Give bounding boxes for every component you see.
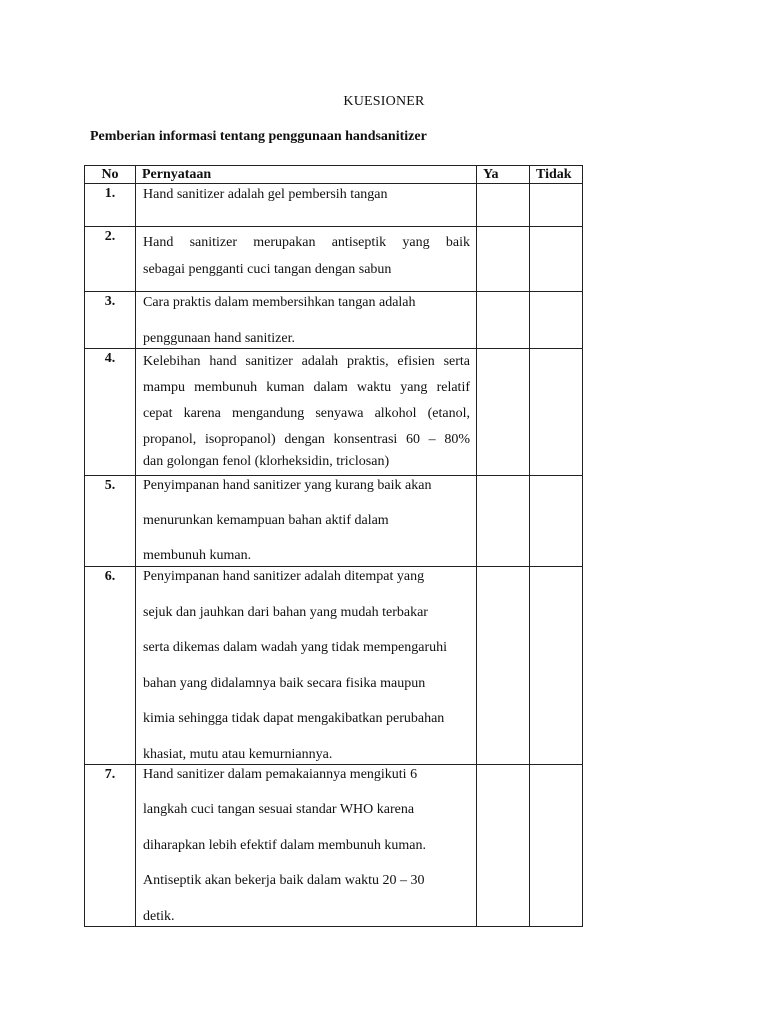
document-subtitle: Pemberian informasi tentang penggunaan handsanitizer xyxy=(90,129,427,144)
statement-line: penggunaan hand sanitizer. xyxy=(143,331,296,346)
table-row xyxy=(85,227,583,292)
statement-line: Hand sanitizer merupakan antiseptik yang baik xyxy=(143,235,470,250)
statement-line: Hand sanitizer dalam pemakaiannya mengikuti 6 xyxy=(143,766,418,782)
statement-line: khasiat, mutu atau kemurniannya. xyxy=(143,746,333,762)
statement-line: sebagai pengganti cuci tangan dengan sabun xyxy=(143,262,392,277)
statement-line: Cara praktis dalam membersihkan tangan adalah xyxy=(143,295,416,310)
header-yes: Ya xyxy=(477,166,530,184)
table-row xyxy=(85,567,583,765)
statement-line: Penyimpanan hand sanitizer adalah ditempat yang xyxy=(143,569,425,584)
row-number: 2. xyxy=(85,227,136,292)
statement-line: mampu membunuh kuman dalam waktu yang relatif xyxy=(143,380,470,395)
header-no-answer: Tidak xyxy=(530,166,583,184)
statement-line: membunuh kuman. xyxy=(143,548,252,563)
row-statement xyxy=(136,764,477,926)
row-number: 3. xyxy=(85,292,136,349)
statement-line: kimia sehingga tidak dapat mengakibatkan perubahan xyxy=(143,711,445,726)
statement-line: diharapkan lebih efektif dalam membunuh kuman. xyxy=(143,837,427,853)
answer-no-cell[interactable] xyxy=(530,184,583,227)
answer-yes-cell[interactable] xyxy=(477,764,530,926)
table-header-row xyxy=(85,166,583,184)
table-row xyxy=(85,184,583,227)
document-title: KUESIONER xyxy=(343,94,425,109)
table-row xyxy=(85,764,583,926)
header-statement: Pernyataan xyxy=(136,166,477,184)
statement-line: Antiseptik akan bekerja baik dalam waktu 20 – 30 xyxy=(143,873,425,888)
answer-no-cell[interactable] xyxy=(530,292,583,349)
answer-yes-cell[interactable] xyxy=(477,349,530,476)
answer-yes-cell[interactable] xyxy=(477,292,530,349)
statement-line: detik. xyxy=(143,908,175,924)
answer-yes-cell[interactable] xyxy=(477,227,530,292)
row-statement xyxy=(136,567,477,765)
table-row xyxy=(85,476,583,567)
answer-no-cell[interactable] xyxy=(530,227,583,292)
row-statement xyxy=(136,292,477,349)
row-number: 5. xyxy=(85,476,136,567)
questionnaire-table xyxy=(84,165,583,927)
answer-yes-cell[interactable] xyxy=(477,184,530,227)
answer-no-cell[interactable] xyxy=(530,764,583,926)
statement-line: bahan yang didalamnya baik secara fisika maupun xyxy=(143,675,426,691)
row-number: 6. xyxy=(85,567,136,765)
answer-yes-cell[interactable] xyxy=(477,567,530,765)
statement-line: dan golongan fenol (klorheksidin, triclosan) xyxy=(143,454,390,469)
table-row xyxy=(85,292,583,349)
row-number: 7. xyxy=(85,764,136,926)
answer-no-cell[interactable] xyxy=(530,567,583,765)
statement-line: Kelebihan hand sanitizer adalah praktis, efisien serta xyxy=(143,354,470,369)
statement-line: serta dikemas dalam wadah yang tidak mempengaruhi xyxy=(143,640,448,655)
row-statement xyxy=(136,476,477,567)
statement-line: propanol, isopropanol) dengan konsentrasi 60 – 80% xyxy=(143,432,470,447)
statement-line: cepat karena mengandung senyawa alkohol (etanol, xyxy=(143,406,470,421)
row-number: 1. xyxy=(85,184,136,227)
statement-line: Penyimpanan hand sanitizer yang kurang baik akan xyxy=(143,478,432,493)
answer-no-cell[interactable] xyxy=(530,349,583,476)
answer-no-cell[interactable] xyxy=(530,476,583,567)
row-statement xyxy=(136,184,477,227)
statement-line: langkah cuci tangan sesuai standar WHO karena xyxy=(143,802,415,817)
statement-line: menurunkan kemampuan bahan aktif dalam xyxy=(143,513,389,528)
row-statement xyxy=(136,227,477,292)
header-no: No xyxy=(85,166,136,184)
row-statement xyxy=(136,349,477,476)
table-row xyxy=(85,349,583,476)
statement-line: Hand sanitizer adalah gel pembersih tangan xyxy=(143,187,388,202)
row-number: 4. xyxy=(85,349,136,476)
answer-yes-cell[interactable] xyxy=(477,476,530,567)
statement-line: sejuk dan jauhkan dari bahan yang mudah terbakar xyxy=(143,604,428,620)
